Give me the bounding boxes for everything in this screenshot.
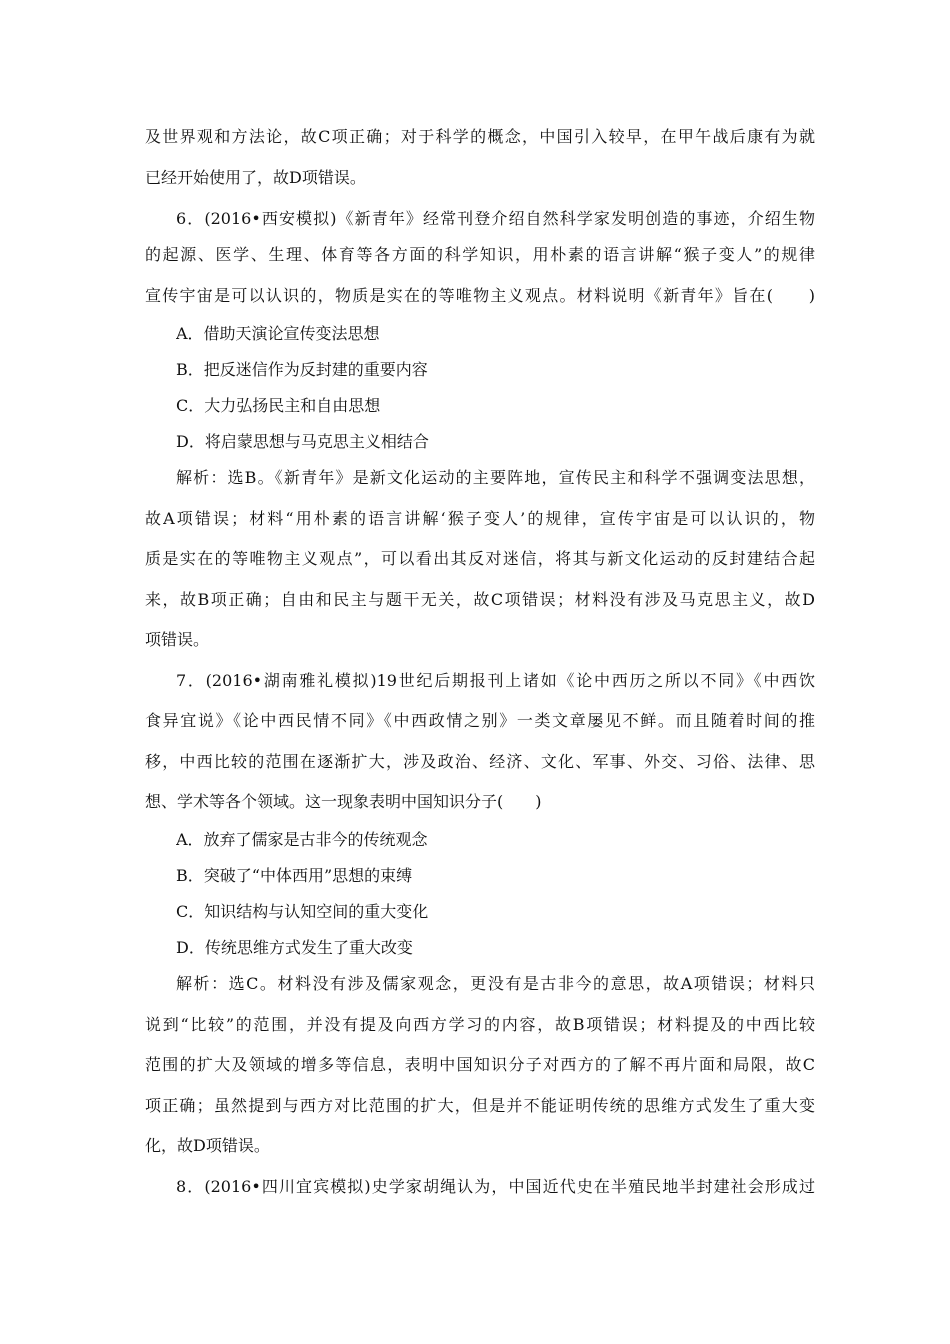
question-7-stem: 移，中西比较的范围在逐渐扩大，涉及政治、经济、文化、军事、外交、习俗、法律、思: [145, 752, 815, 771]
question-7-option-d: D．传统思维方式发生了重大改变: [176, 938, 413, 957]
question-6-analysis: 质是实在的等唯物主义观点”，可以看出其反对迷信，将其与新文化运动的反封建结合起: [145, 549, 815, 568]
question-7-analysis: 化，故D项错误。: [145, 1136, 270, 1155]
question-6-stem: 6．(2016•西安模拟)《新青年》经常刊登介绍自然科学家发明创造的事迹，介绍生物: [176, 209, 815, 228]
question-6-stem: 宣传宇宙是可以认识的，物质是实在的等唯物主义观点。材料说明《新青年》旨在( ): [145, 286, 815, 305]
text-line: 及世界观和方法论，故C项正确；对于科学的概念，中国引入较早，在甲午战后康有为就: [145, 127, 815, 146]
question-6-stem: 的起源、医学、生理、体育等各方面的科学知识，用朴素的语言讲解“猴子变人”的规律: [145, 245, 815, 264]
question-7-option-c: C．知识结构与认知空间的重大变化: [176, 902, 429, 921]
question-6-option-b: B．把反迷信作为反封建的重要内容: [176, 360, 428, 379]
question-7-stem: 想、学术等各个领域。这一现象表明中国知识分子( ): [145, 792, 542, 811]
question-6-analysis: 故A项错误；材料“用朴素的语言讲解‘猴子变人’的规律，宣传宇宙是可以认识的，物: [145, 509, 815, 528]
question-6-option-a: A．借助天演论宣传变法思想: [176, 324, 380, 343]
question-6-option-d: D．将启蒙思想与马克思主义相结合: [176, 432, 429, 451]
question-6-analysis: 项错误。: [145, 630, 210, 649]
question-7-option-b: B．突破了“中体西用”思想的束缚: [176, 866, 413, 885]
question-7-option-a: A．放弃了儒家是古非今的传统观念: [176, 830, 428, 849]
question-7-analysis: 范围的扩大及领域的增多等信息，表明中国知识分子对西方的了解不再片面和局限，故C: [145, 1055, 815, 1074]
question-7-analysis: 解析：选C。材料没有涉及儒家观念，更没有是古非今的意思，故A项错误；材料只: [176, 974, 815, 993]
question-6-option-c: C．大力弘扬民主和自由思想: [176, 396, 381, 415]
question-7-analysis: 说到“比较”的范围，并没有提及向西方学习的内容，故B项错误；材料提及的中西比较: [145, 1015, 815, 1034]
question-7-stem: 食异宜说》《论中西民情不同》《中西政情之别》一类文章屡见不鲜。而且随着时间的推: [145, 711, 815, 730]
question-7-stem: 7．(2016•湖南雅礼模拟)19世纪后期报刊上诸如《论中西历之所以不同》《中西饮: [176, 671, 815, 690]
question-6-analysis: 解析：选B。《新青年》是新文化运动的主要阵地，宣传民主和科学不强调变法思想，: [176, 468, 815, 487]
text-line: 已经开始使用了，故D项错误。: [145, 168, 366, 187]
question-7-analysis: 项正确；虽然提到与西方对比范围的扩大，但是并不能证明传统的思维方式发生了重大变: [145, 1096, 815, 1115]
question-8-stem: 8．(2016•四川宜宾模拟)史学家胡绳认为，中国近代史在半殖民地半封建社会形成过: [176, 1177, 815, 1196]
question-6-analysis: 来，故B项正确；自由和民主与题干无关，故C项错误；材料没有涉及马克思主义，故D: [145, 590, 815, 609]
